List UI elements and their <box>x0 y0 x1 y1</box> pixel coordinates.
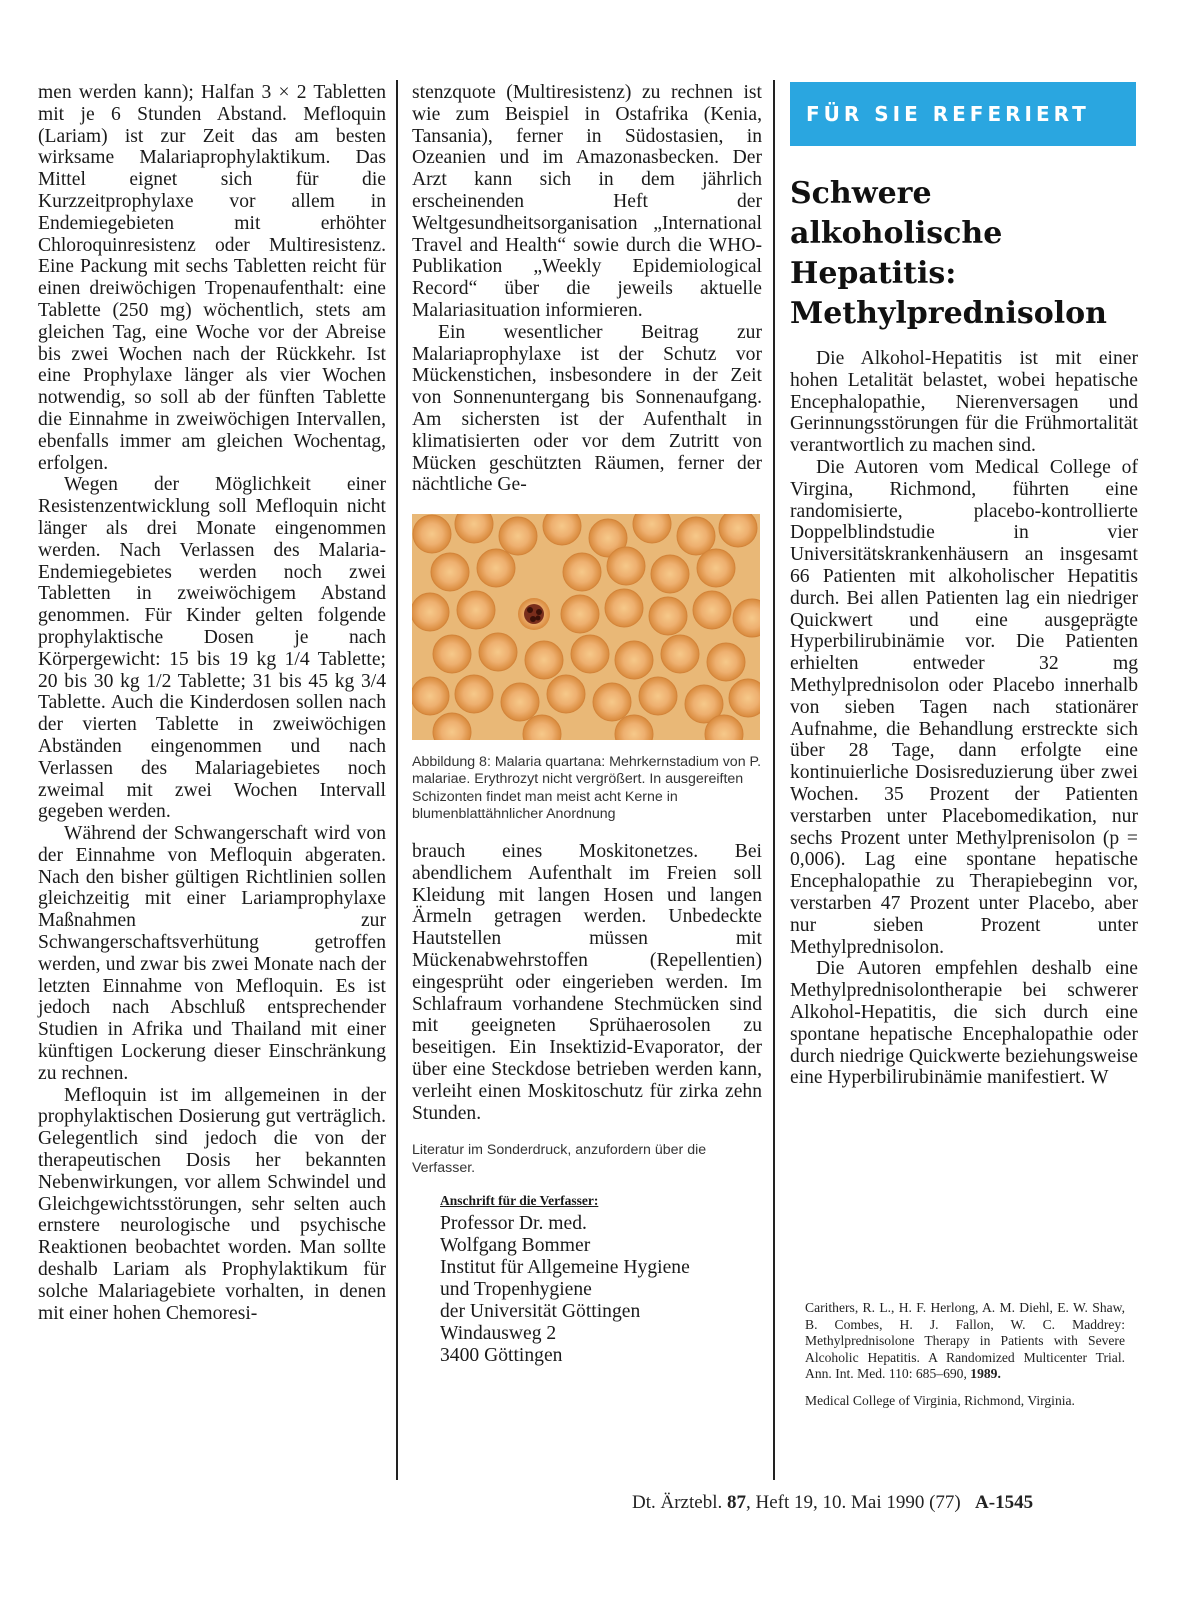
erythrocyte-shape <box>593 683 631 721</box>
body-paragraph: Ein wesentlicher Beitrag zur Malariaprophylaxe ist der Schutz vor Mückenstichen, insbesondere in der Zeit von Sonnenuntergang bis Sonnenaufgang. Am sichersten ist der Aufenthalt in klimatisierten oder vor dem Zutritt von Mücken geschützten Räumen, ferner der nächtliche Ge- <box>412 321 762 496</box>
column-divider-right <box>773 80 775 1480</box>
erythrocyte-shape <box>479 633 517 671</box>
article-column-1 <box>38 82 386 1324</box>
body-paragraph: stenzquote (Multiresistenz) zu rechnen ist wie zum Beispiel in Ostafrika (Kenia, Tansania), ferner in Südostasien, in Ozeanien und im Amazonasbecken. Der Arzt kann sich in dem jährlich erscheinenden Heft der Weltgesundheitsorganisation „International Travel and Health“ sowie durch die WHO-Publikation „Weekly Epidemiological Record“ über die jeweils aktuelle Malariasituation informieren. <box>412 82 762 321</box>
article-column-2 <box>412 82 762 1367</box>
article-column-3 <box>790 82 1138 1089</box>
reference-block <box>805 1300 1125 1420</box>
erythrocyte-shape <box>571 635 609 673</box>
article-headline: Schwere alkoholische Hepatitis: Methylprednisolon <box>790 176 1107 331</box>
page-footer <box>632 1492 1033 1514</box>
erythrocyte-shape <box>457 591 495 629</box>
address-line: 3400 Göttingen <box>440 1344 563 1366</box>
address-line: Institut für Allgemeine Hygiene <box>440 1256 690 1278</box>
address-line: Wolfgang Bommer <box>440 1234 591 1256</box>
reference-year: 1989. <box>970 1366 1001 1382</box>
erythrocyte-shape <box>433 635 471 673</box>
reference-authors: Carithers, R. L., H. F. Herlong, A. M. Diehl, E. W. Shaw, B. Combes, H. J. Fallon, W. C. Maddrey: Methylprednisolone Therapy in Patients with Severe Alcoholic Hepatitis. A Randomized Multicenter Trial. Ann. Int. Med. 110: 685–690, <box>805 1300 1125 1382</box>
erythrocyte-shape <box>605 589 643 627</box>
reference-citation <box>805 1300 1125 1383</box>
erythrocyte-shape <box>477 549 515 587</box>
erythrocyte-shape <box>431 553 469 591</box>
address-title: Anschrift für die Verfasser: <box>440 1192 599 1208</box>
erythrocyte-shape <box>639 677 677 715</box>
reference-affiliation: Medical College of Virginia, Richmond, Virginia. <box>805 1392 1075 1408</box>
erythrocyte-shape <box>525 641 563 679</box>
erythrocyte-shape <box>707 643 745 681</box>
figure-caption: Abbildung 8: Malaria quartana: Mehrkernstadium von P. malariae. Erythrozyt nicht vergrößert. In ausgereiften Schizonten findet man meist acht Kerne in blumenblattähnlicher Anordnung <box>412 754 762 822</box>
erythrocyte-shape <box>563 553 601 591</box>
erythrocyte-shape <box>693 591 731 629</box>
erythrocyte-shape <box>547 675 585 713</box>
address-line: und Tropenhygiene <box>440 1278 592 1300</box>
body-paragraph: Die Autoren empfehlen deshalb eine Methylprednisolontherapie bei schwerer Alkohol-Hepatitis, die sich durch eine spontane hepatische Encephalopathie oder durch niedrige Quickwerte beziehungsweise eine Hyperbilirubinämie manifestiert. W <box>790 958 1138 1089</box>
author-address <box>412 1193 762 1367</box>
erythrocyte-shape <box>607 547 645 585</box>
body-paragraph: Wegen der Möglichkeit einer Resistenzentwicklung soll Mefloquin nicht länger als drei Monate eingenommen werden. Nach Verlassen des Malaria-Endemiegebietes werden noch zwei Tabletten in zweiwöchigem Abstand genommen. Für Kinder gelten folgende prophylaktische Dosen je nach Körpergewicht: 15 bis 19 kg 1/4 Tablette; 20 bis 30 kg 1/2 Tablette; 31 bis 45 kg 3/4 Tablette. Auch die Kinderdosen sollen nach der vierten Tablette in zweiwöchigen Abständen eingenommen und nach Verlassen des Malariagebietes noch zweimal mit zwei Wochen Intervall gegeben werden. <box>38 474 386 823</box>
erythrocyte-shape <box>455 675 493 713</box>
body-paragraph: Die Alkohol-Hepatitis ist mit einer hohen Letalität belastet, wobei hepatische Encephalopathie, Nierenversagen und Gerinnungsstörungen für die Frühmortalität verantwortlich zu machen sind. <box>790 348 1138 457</box>
journal-volume: 87 <box>726 1492 746 1513</box>
erythrocyte-shape <box>413 515 451 553</box>
column-divider-left <box>396 80 398 1480</box>
literature-note: Literatur im Sonderdruck, anzufordern über die Verfasser. <box>412 1142 707 1176</box>
malaria-micrograph-image <box>412 514 760 740</box>
erythrocyte-shape <box>661 635 699 673</box>
journal-name: Dt. Ärztebl. <box>632 1492 723 1513</box>
erythrocyte-shape <box>651 555 689 593</box>
page-number: A-1545 <box>975 1492 1034 1513</box>
address-line: Professor Dr. med. <box>440 1212 587 1234</box>
body-paragraph: Die Autoren vom Medical College of Virgina, Richmond, führten eine randomisierte, placebo-kontrollierte Doppelblindstudie in vier Universitätskrankenhäusern an insgesamt 66 Patienten mit alkoholischer Hepatitis durch. Bei allen Patienten lag ein niedriger Quickwert und eine ausgeprägte Hyperbilirubinämie vor. Die Patienten erhielten entweder 32 mg Methylprednisolon oder Placebo innerhalb von sieben Tagen nach stationärer Aufnahme, die Behandlung erstreckte sich über 28 Tage, dann erfolgte eine kontinuierliche Dosisreduzierung über zwei Wochen. 35 Prozent der Patienten verstarben unter Placebomedikation, nur sechs Prozent unter Methylprenisolon (p = 0,006). Lag eine spontane hepatische Encephalopathie zu Therapiebeginn vor, verstarben 47 Prozent unter Placebo, aber nur sieben Prozent unter Methylprednisolon. <box>790 456 1138 958</box>
address-line: der Universität Göttingen <box>440 1300 641 1322</box>
body-paragraph: brauch eines Moskitonetzes. Bei abendlichem Aufenthalt im Freien soll Kleidung mit langen Hosen und langen Ärmeln getragen werden. Unbedeckte Hautstellen müssen mit Mückenabwehrstoffen (Repellentien) eingesprüht oder eingerieben werden. Im Schlafraum vorhandene Stechmücken sind mit geeigneten Sprühaerosolen zu beseitigen. Ein Insektizid-Evaporator, der über eine Steckdose betrieben werden kann, verleiht einen Moskitoschutz für zirka zehn Stunden. <box>412 840 762 1124</box>
erythrocyte-shape <box>499 517 537 555</box>
erythrocyte-shape <box>697 549 735 587</box>
section-banner-label: FÜR SIE REFERIERT <box>806 102 1090 126</box>
address-line: Windausweg 2 <box>440 1322 557 1344</box>
body-paragraph: Mefloquin ist im allgemeinen in der prophylaktischen Dosierung gut verträglich. Gelegentlich sind jedoch die von der therapeutischen Dosis her bekannten Nebenwirkungen, vor allem Schwindel und Gleichgewichtsstörungen, sehr selten auch ernstere neurologische und psychische Reaktionen beobachtet worden. Man sollte deshalb Lariam als Prophylaktikum für solche Malariagebiete vorhalten, in denen mit einer hohen Chemoresi- <box>38 1084 386 1324</box>
erythrocyte-shape <box>649 597 687 635</box>
erythrocyte-shape <box>677 517 715 555</box>
erythrocyte-shape <box>615 641 653 679</box>
section-banner <box>790 82 1136 146</box>
issue-date: , Heft 19, 10. Mai 1990 (77) <box>745 1492 961 1513</box>
erythrocyte-shape <box>561 595 599 633</box>
body-paragraph: Während der Schwangerschaft wird von der Einnahme von Mefloquin abgeraten. Nach den bisher gültigen Richtlinien sollen gleichzeitig mit einer Lariamprophylaxe Maßnahmen zur Schwangerschaftsverhütung getroffen werden, und zwar bis zwei Monate nach der letzten Einnahme von Mefloquin. Es ist jedoch nach Abschluß entsprechender Studien in Afrika und Thailand mit einer künftigen Lockerung dieser Einschränkung zu rechnen. <box>38 823 386 1084</box>
erythrocyte-shape <box>719 514 757 547</box>
erythrocyte-shape <box>412 593 449 631</box>
erythrocyte-shape <box>501 683 539 721</box>
erythrocyte-shape <box>412 677 449 715</box>
body-paragraph: men werden kann); Halfan 3 × 2 Tabletten mit je 6 Stunden Abstand. Mefloquin (Lariam) ist zur Zeit das am besten wirksame Malariaprophylaktikum. Das Mittel eignet sich für die Kurzzeitprophylaxe vor allem in Endemiegebieten mit erhöhter Chloroquinresistenz oder Multiresistenz. Eine Packung mit sechs Tabletten reicht für einen dreiwöchigen Tropenaufenthalt: eine Tablette (250 mg) wöchentlich, stets am gleichen Tag, eine Woche vor der Abreise bis zwei Wochen nach der Rückkehr. Ist eine Prophylaxe länger als vier Wochen notwendig, so soll ab der fünften Tablette die Einnahme in zweiwöchigen Intervallen, ebenfalls immer am gleichen Wochentag, erfolgen. <box>38 82 386 474</box>
